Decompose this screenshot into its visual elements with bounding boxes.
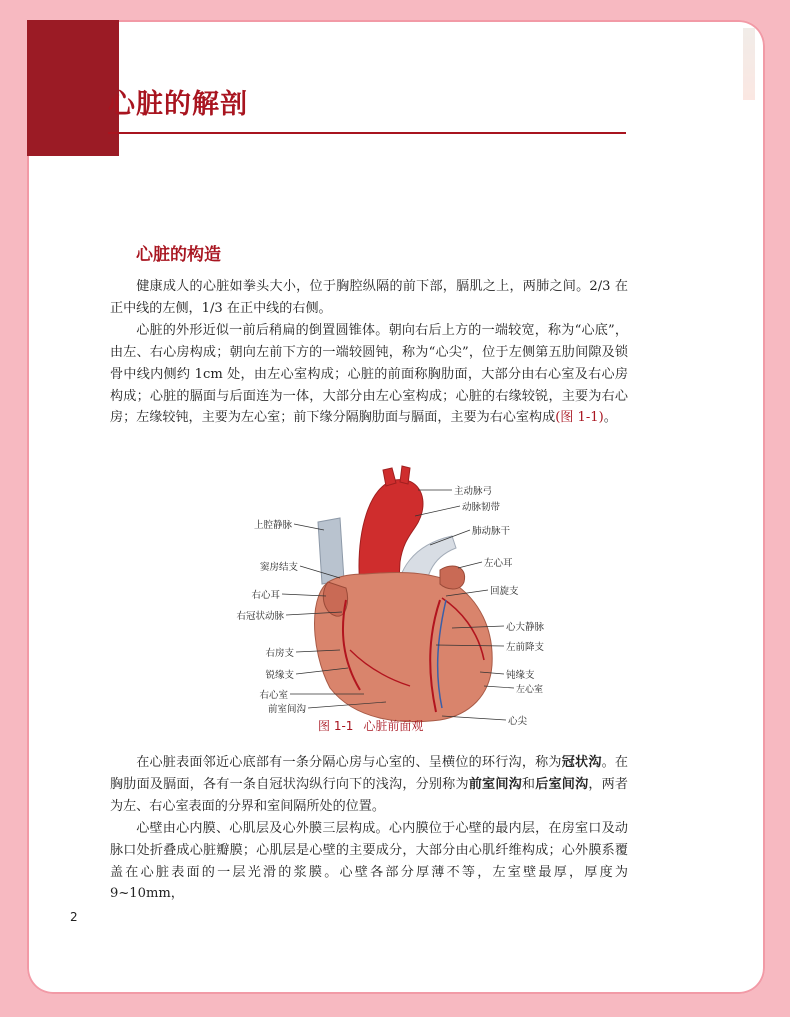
label-atrial-branch: 右房支 bbox=[265, 648, 294, 659]
term-coronary-sulcus: 冠状沟 bbox=[561, 755, 602, 770]
label-lad: 左前降支 bbox=[506, 642, 545, 653]
page-number: 2 bbox=[70, 910, 78, 924]
label-right-ventricle: 右心室 bbox=[259, 690, 288, 701]
paragraph-2-text: 心脏的外形近似一前后稍扁的倒置圆锥体。朝向右后上方的一端较宽，称为“心底”，由左、右心房构成；朝向左前下方的一端较圆钝，称为“心尖”，位于左侧第五肋间隙及锁骨中线内侧约 1cm 处，由左心室构成；心脏的前面称胸肋面，大部分由右心室及右心房构成；心脏的膈面与后面连为一体，大部分由左心室构成；心脏的右缘较锐，主要为右心房；左缘较钝，主要为左心室；前下缘分隔胸肋面与膈面，主要为右心室构成 bbox=[110, 322, 628, 426]
paragraph-4: 心壁由心内膜、心肌层及心外膜三层构成。心内膜位于心壁的最内层，在房室口及动脉口处折叠成心脏瓣膜；心肌层是心壁的主要成分，大部分由心肌纤维构成；心外膜系覆盖在心脏表面的一层光滑的浆膜。心壁各部分厚薄不等，左室壁最厚，厚度为 9~10mm， bbox=[110, 820, 628, 902]
left-auricle-shape bbox=[440, 566, 465, 589]
label-anterior-groove: 前室间沟 bbox=[267, 704, 306, 715]
paragraph-2-end: 。 bbox=[603, 410, 617, 426]
figure-caption bbox=[318, 717, 433, 734]
term-posterior-groove: 后室间沟 bbox=[535, 776, 589, 792]
chapter-tab bbox=[27, 20, 119, 156]
paragraph-3-text-e: 和 bbox=[521, 776, 536, 792]
figure-reference[interactable]: (图 1-1) bbox=[555, 410, 604, 426]
label-svc: 上腔静脉 bbox=[253, 520, 292, 531]
label-acute-marginal: 锐缘支 bbox=[265, 670, 294, 681]
label-circumflex: 回旋支 bbox=[490, 586, 519, 597]
label-left-auricle: 左心耳 bbox=[484, 558, 513, 569]
label-pulmonary-trunk: 肺动脉干 bbox=[472, 526, 511, 537]
title-rule bbox=[108, 132, 626, 134]
label-right-auricle: 右心耳 bbox=[251, 590, 280, 601]
aorta-branch bbox=[400, 466, 410, 484]
label-left-ventricle: 左心室 bbox=[516, 685, 544, 695]
figure-number: 图 1-1 bbox=[318, 719, 354, 733]
aorta-branch bbox=[383, 468, 396, 486]
body-block-1 bbox=[110, 276, 628, 429]
label-rca: 右冠状动脉 bbox=[236, 611, 284, 622]
paragraph-1: 健康成人的心脏如拳头大小，位于胸腔纵隔的前下部，膈肌之上，两肺之间。2/3 在正中线的左侧，1/3 在正中线的右侧。 bbox=[110, 279, 628, 316]
label-apex: 心尖 bbox=[508, 716, 528, 727]
term-anterior-groove: 前室间沟 bbox=[468, 776, 522, 792]
paragraph-3-text-g: ，两者为左、右心室表面的分界和室间隔所处的位置。 bbox=[110, 776, 629, 814]
body-block-2 bbox=[110, 752, 628, 905]
label-sa-nodal: 窦房结支 bbox=[259, 562, 298, 573]
figure-caption-text: 心脏前面观 bbox=[363, 719, 424, 733]
label-ligamentum: 动脉韧带 bbox=[462, 502, 501, 513]
page-edge bbox=[743, 28, 755, 100]
chapter-title: 心脏的解剖 bbox=[108, 89, 248, 120]
label-aortic-arch: 主动脉弓 bbox=[454, 486, 493, 497]
svc-vessel bbox=[318, 518, 344, 584]
paragraph-3 bbox=[110, 752, 628, 818]
label-obtuse-marginal: 钝缘支 bbox=[506, 670, 535, 681]
label-great-cardiac-vein: 心大静脉 bbox=[506, 622, 545, 633]
paragraph-3-text-a: 在心脏表面邻近心底部有一条分隔心房与心室的、呈横位的环行沟，称为 bbox=[136, 755, 562, 770]
paragraph-3-text-c: 。在胸肋面及膈面，各有一条自冠状沟纵行向下的浅沟，分别称为 bbox=[110, 755, 629, 792]
section-title: 心脏的构造 bbox=[136, 245, 221, 265]
paragraph-2 bbox=[110, 320, 628, 430]
